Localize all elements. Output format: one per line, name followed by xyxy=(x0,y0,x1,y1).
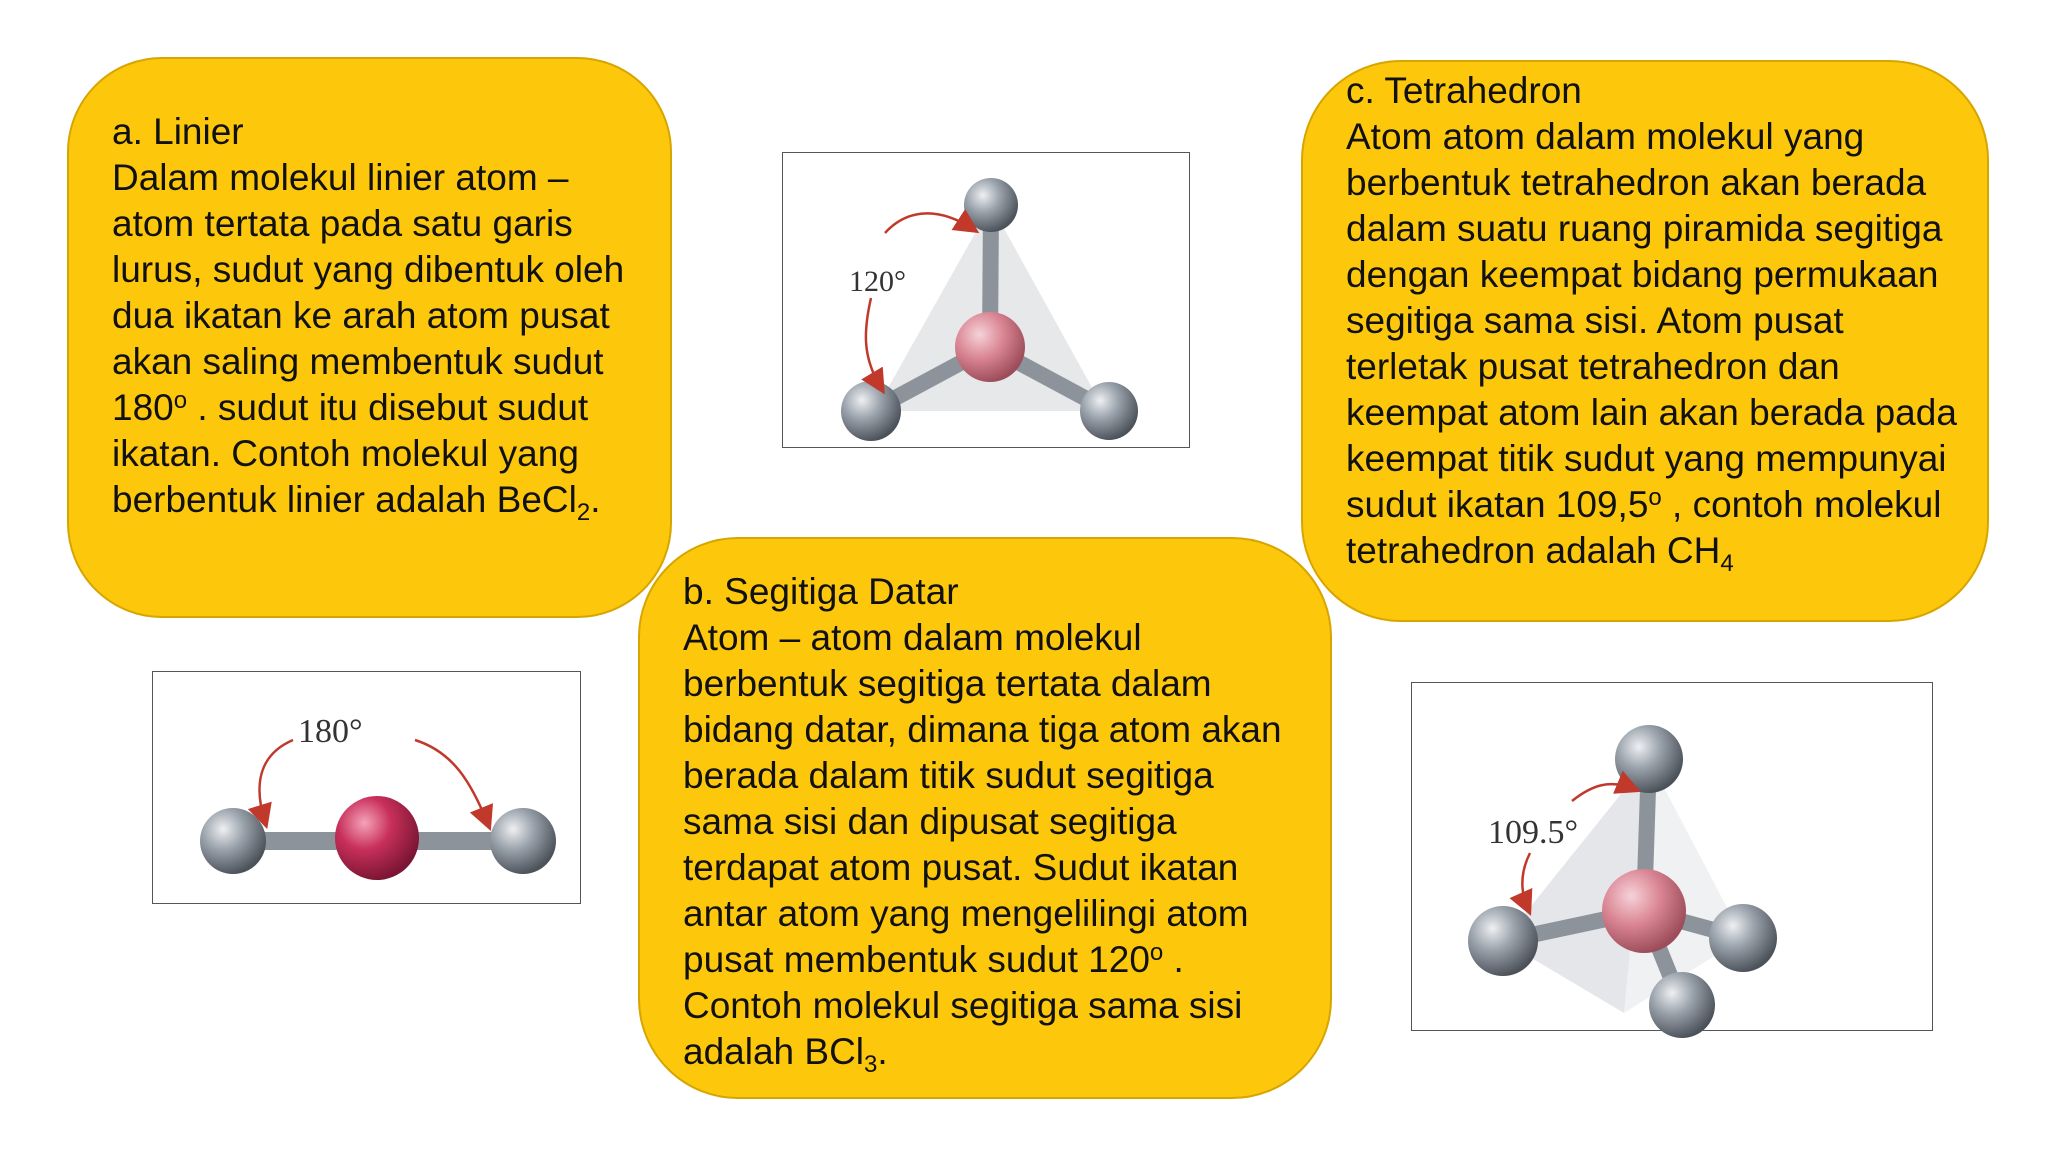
trigonal-description xyxy=(683,615,1300,1078)
tetrahedron-degree-sup: o xyxy=(1648,484,1662,511)
outer-atom-top xyxy=(964,178,1018,232)
trigonal-text-3: . xyxy=(877,1031,888,1072)
linear-figure xyxy=(152,671,581,904)
outer-atom-right xyxy=(1709,904,1777,972)
angle-arrow-bottom xyxy=(1522,853,1530,909)
tetrahedron-title: c. Tetrahedron xyxy=(1346,70,1582,111)
outer-atom-right xyxy=(1080,382,1138,440)
linear-title: a. Linier xyxy=(112,111,244,152)
trigonal-planar-diagram xyxy=(783,153,1191,449)
outer-atom-top xyxy=(1615,725,1683,793)
outer-atom-front xyxy=(1649,972,1715,1038)
central-atom xyxy=(955,312,1025,382)
angle-arrow-top xyxy=(885,213,973,233)
trigonal-title: b. Segitiga Datar xyxy=(683,571,959,612)
tetrahedron-card xyxy=(1301,60,1989,622)
linear-text-1: Dalam molekul linier atom – atom tertata pada satu garis lurus, sudut yang dibentuk oleh dua ikatan ke arah atom pusat akan saling membentuk sudut 180 xyxy=(112,157,625,428)
trigonal-degree-sup: o xyxy=(1149,939,1164,966)
trigonal-subscript: 3 xyxy=(864,1051,878,1078)
linear-description xyxy=(112,155,630,526)
outer-atom-left xyxy=(841,381,901,441)
trigonal-planar-figure xyxy=(782,152,1190,448)
central-atom xyxy=(1602,869,1686,953)
angle-label-180: 180° xyxy=(298,713,363,750)
outer-atom-right xyxy=(490,808,556,874)
central-atom xyxy=(335,796,419,880)
linear-degree-sup: o xyxy=(173,387,188,414)
trigonal-text-1: Atom – atom dalam molekul berbentuk segitiga tertata dalam bidang datar, dimana tiga atom akan berada dalam titik sudut segitiga sama sisi dan dipusat segitiga terdapat atom pusat. Sudut ikatan antar atom yang mengelilingi atom pusat membentuk sudut 120 xyxy=(683,617,1282,980)
trigonal-text-2: . Contoh molekul segitiga sama sisi adalah BCl xyxy=(683,939,1243,1072)
linear-text-2: . sudut itu disebut sudut ikatan. Contoh molekul yang berbentuk linier adalah BeCl xyxy=(112,387,589,520)
angle-arrow-right xyxy=(415,740,488,824)
tetrahedron-description xyxy=(1346,114,1967,577)
outer-atom-left xyxy=(1468,906,1538,976)
linear-text-3: . xyxy=(590,479,601,520)
linear-card xyxy=(67,57,672,618)
tetrahedron-text-1: Atom atom dalam molekul yang berbentuk tetrahedron akan berada dalam suatu ruang piramida segitiga dengan keempat bidang permukaan segitiga sama sisi. Atom pusat terletak pusat tetrahedron dan keempat atom lain akan berada pada keempat titik sudut yang mempunyai sudut ikatan 109,5 xyxy=(1346,116,1957,525)
linear-diagram xyxy=(153,672,582,905)
angle-arrow-left xyxy=(260,740,293,822)
angle-label-120: 120° xyxy=(849,265,906,298)
outer-atom-left xyxy=(200,808,266,874)
tetrahedron-subscript: 4 xyxy=(1720,550,1734,577)
tetrahedral-diagram xyxy=(1412,683,1934,1032)
trigonal-card xyxy=(638,537,1332,1099)
angle-label-109: 109.5° xyxy=(1488,814,1579,851)
linear-subscript: 2 xyxy=(576,499,591,526)
tetrahedron-text-2: , contoh molekul tetrahedron adalah CH xyxy=(1346,484,1942,571)
angle-arrow-bottom xyxy=(866,298,881,388)
tetrahedral-figure xyxy=(1411,682,1933,1031)
